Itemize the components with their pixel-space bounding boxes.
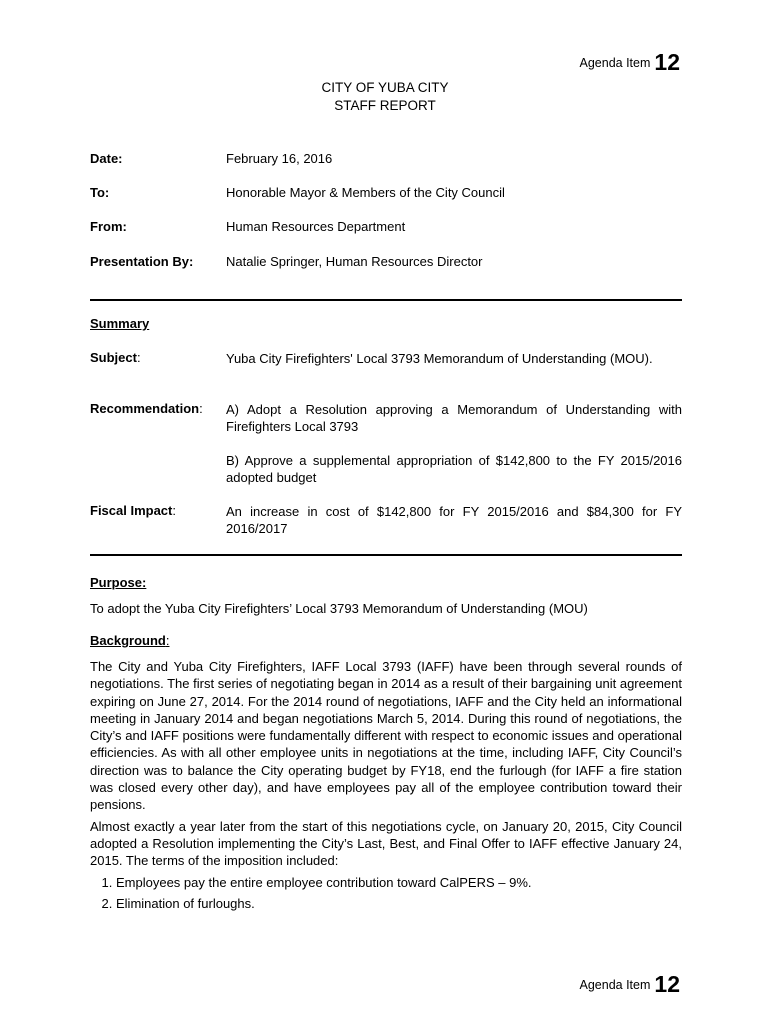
from-label: From: (90, 219, 127, 234)
agenda-item-footer (580, 971, 680, 998)
agenda-item-number: 12 (654, 971, 680, 997)
date-label: Date: (90, 151, 123, 166)
fiscal-impact-label: Fiscal Impact: (90, 503, 176, 518)
subject-row (90, 350, 682, 367)
agenda-item-label: Agenda Item (579, 978, 651, 992)
recommendation-value (226, 401, 682, 486)
summary-heading: Summary (90, 316, 150, 331)
recommendation-label: Recommendation: (90, 401, 203, 416)
divider (90, 554, 682, 556)
recommendation-item-b: B) Approve a supplemental appropriation of $142,800 to the FY 2015/2016 adopted budget (226, 453, 682, 485)
presentation-by-value: Natalie Springer, Human Resources Director (226, 254, 483, 269)
to-label: To: (90, 185, 110, 200)
from-value: Human Resources Department (226, 219, 406, 234)
fiscal-impact-value: An increase in cost of $142,800 for FY 2015/2016 and $84,300 for FY 2016/2017 (226, 504, 682, 536)
agenda-item-label: Agenda Item (579, 56, 651, 70)
purpose-text: To adopt the Yuba City Firefighters’ Local 3793 Memorandum of Understanding (MOU) (90, 601, 588, 616)
subject-value: Yuba City Firefighters' Local 3793 Memorandum of Understanding (MOU). (226, 351, 653, 366)
background-heading: Background: (90, 633, 170, 648)
background-paragraph: The City and Yuba City Firefighters, IAFF Local 3793 (IAFF) have been through several rounds of negotiations. The first series of negotiating began in 2014 as a result of their bargaining unit agreement expiring on June 27, 2014. For the 2014 round of negotiations, IAFF and the City held an informational meeting in January 2014 and began negotiations March 5, 2014. During this round of negotiations, the City’s and IAFF positions were fundamentally different with respect to economic issues and operational efficiencies. As with all other employee units in negotiations at the time, including IAFF, City Council’s direction was to balance the City operating budget by FY18, end the furlough (for IAFF a fire station was closed every other day), and have employees pay all of the employee contribution toward their pensions. (90, 659, 682, 813)
agenda-item-header (580, 49, 680, 76)
background-paragraph: Almost exactly a year later from the start of this negotiations cycle, on January 20, 2015, City Council adopted a Resolution implementing the City’s Last, Best, and Final Offer to IAFF effective January 24, 2015. The terms of the imposition included: (90, 818, 682, 869)
list-item: 2. Elimination of furloughs. (116, 895, 682, 912)
list-item: 1. Employees pay the entire employee contribution toward CalPERS – 9%. (116, 874, 682, 891)
recommendation-item-a: A) Adopt a Resolution approving a Memorandum of Understanding with Firefighters Local 3793 (226, 402, 682, 434)
subject-label: Subject: (90, 350, 141, 365)
divider (90, 299, 682, 301)
document-subtitle: STAFF REPORT (334, 98, 436, 113)
agenda-item-number: 12 (654, 49, 680, 75)
background-section (90, 658, 682, 916)
imposition-terms-list (90, 874, 682, 913)
document-title: CITY OF YUBA CITY (321, 80, 449, 95)
recommendation-row (90, 401, 682, 486)
presentation-by-label: Presentation By: (90, 254, 194, 269)
fiscal-impact-row (90, 503, 682, 537)
purpose-heading: Purpose: (90, 575, 147, 590)
date-value: February 16, 2016 (226, 151, 333, 166)
to-value: Honorable Mayor & Members of the City Council (226, 185, 505, 200)
